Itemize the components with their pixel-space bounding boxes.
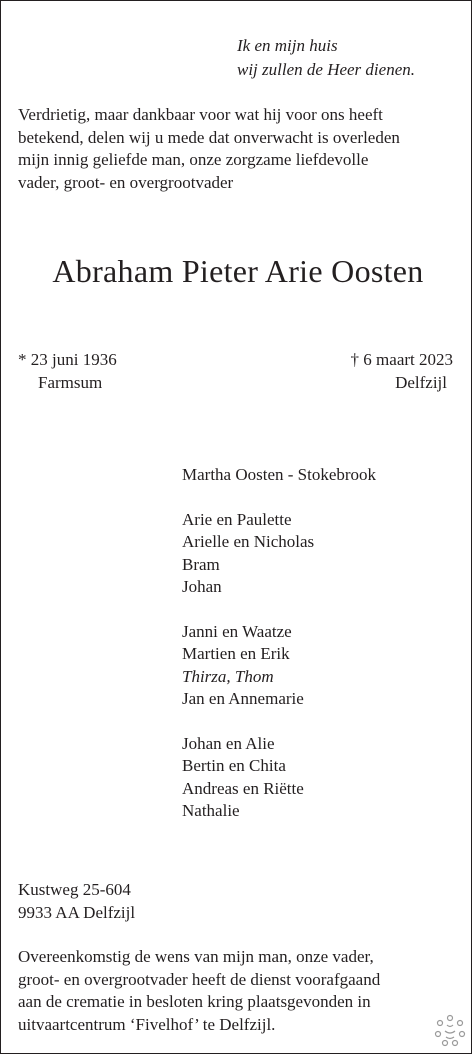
death-info	[351, 349, 453, 394]
family-member: Martha Oosten - Stokebrook	[182, 465, 377, 484]
closing-line: uitvaartcentrum ‘Fivelhof’ te Delfzijl.	[18, 1014, 276, 1034]
closing-line: groot- en overgrootvader heeft de dienst voorafgaand	[18, 969, 381, 989]
closing-line: Overeenkomstig de wens van mijn man, onze vader,	[18, 947, 374, 966]
family-member: Martien en Erik	[182, 644, 290, 663]
address-street: Kustweg 25-604	[18, 880, 131, 899]
closing-text	[18, 946, 458, 1036]
intro-text	[18, 104, 458, 194]
birth-info	[18, 349, 117, 394]
family-member: Arie en Paulette	[182, 509, 292, 529]
family-member: Johan en Alie	[182, 733, 275, 753]
intro-line: betekend, delen wij u mede dat onverwacht is overleden	[18, 127, 400, 147]
family-group	[182, 621, 376, 711]
family-member: Andreas en Riëtte	[182, 778, 304, 798]
motto	[237, 34, 415, 82]
birth-place: Farmsum	[38, 372, 103, 392]
family-member: Jan en Annemarie	[182, 689, 304, 708]
family-member: Bertin en Chita	[182, 756, 286, 775]
motto-line: wij zullen de Heer dienen.	[237, 60, 415, 79]
intro-line: mijn innig geliefde man, onze zorgzame liefdevolle	[18, 150, 369, 169]
closing-line: aan de crematie in besloten kring plaatsgevonden in	[18, 992, 371, 1011]
birth-date: * 23 juni 1936	[18, 350, 117, 369]
family-group	[182, 509, 376, 599]
intro-line: Verdrietig, maar dankbaar voor wat hij voor ons heeft	[18, 105, 383, 124]
family-list	[182, 464, 376, 823]
death-date: † 6 maart 2023	[350, 350, 453, 369]
family-member: Bram	[182, 554, 220, 574]
deceased-name: Abraham Pieter Arie Oosten	[52, 253, 424, 289]
address	[18, 879, 135, 924]
intro-line: vader, groot- en overgrootvader	[18, 172, 234, 192]
family-group	[182, 733, 376, 823]
address-city: 9933 AA Delfzijl	[18, 902, 136, 922]
death-place: Delfzijl	[395, 372, 447, 392]
family-member-italic: Thirza, Thom	[182, 666, 274, 686]
family-group-spouse	[182, 464, 376, 487]
people-circle-logo-icon	[433, 1013, 467, 1047]
family-member: Janni en Waatze	[182, 621, 292, 641]
family-member: Arielle en Nicholas	[182, 532, 315, 551]
motto-line: Ik en mijn huis	[237, 36, 338, 55]
family-member: Nathalie	[182, 801, 240, 820]
family-member: Johan	[182, 577, 222, 596]
